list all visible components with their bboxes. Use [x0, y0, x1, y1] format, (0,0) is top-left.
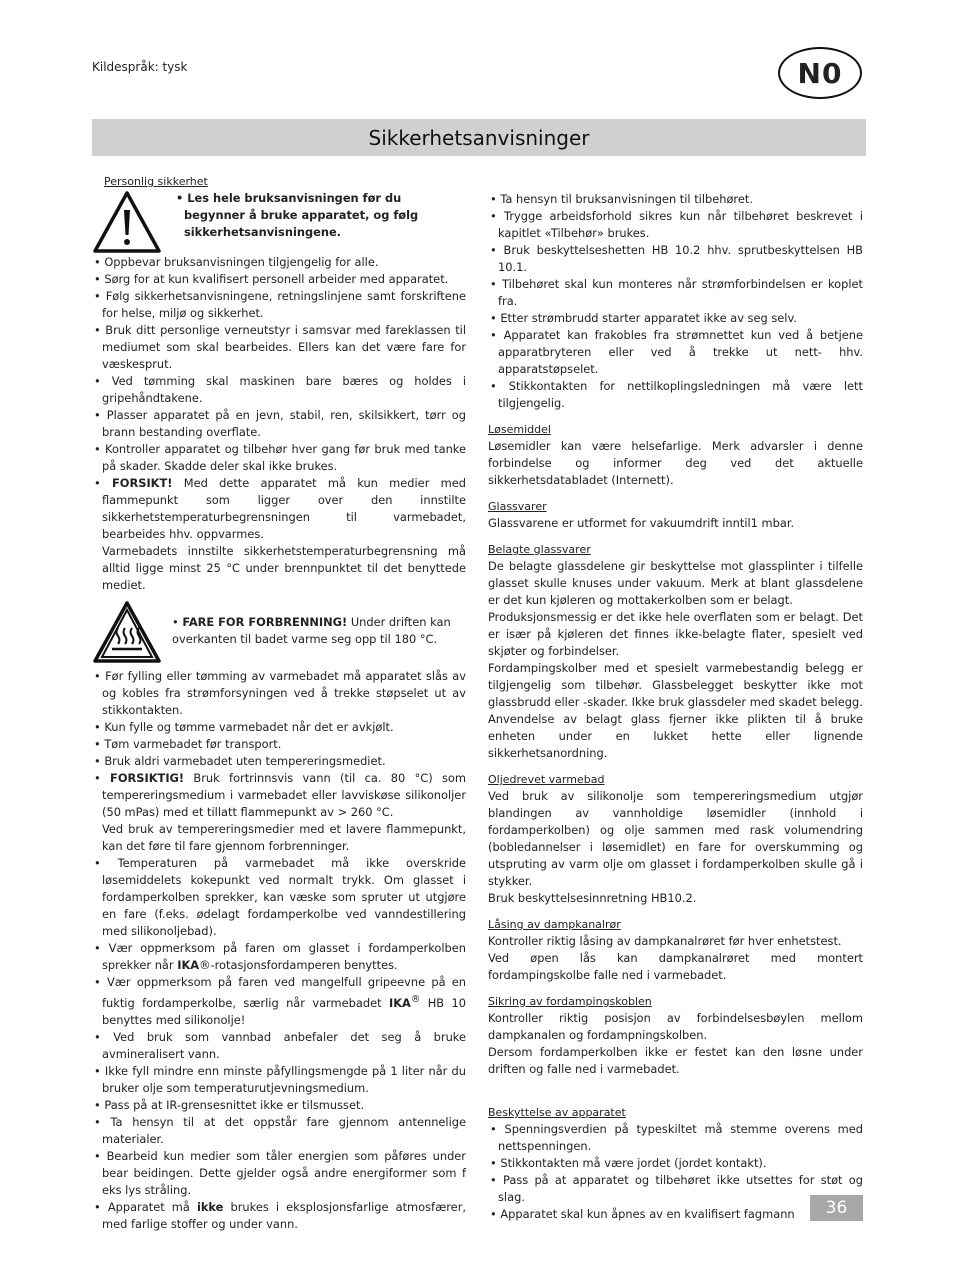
list-item: • Ikke fyll mindre enn minste påfyllingsmengde på 1 liter når du bruker olje som temperaturutjevningsmedium.	[92, 1063, 466, 1097]
list-item: • Vær oppmerksom på faren ved mangelfull gripeevne på en fuktig fordamperkolbe, særlig når varmebadet IKA® HB 10 benyttes med silikonolje!	[92, 974, 466, 1029]
list-item: • Pass på at apparatet og tilbehøret ikke utsettes for støt og slag.	[488, 1172, 863, 1206]
forsiktig-continuation: Ved bruk av tempereringsmedier med et lavere flammepunkt, kan det føre til fare gjennom forbrenninger.	[102, 822, 466, 853]
list-item: • Kontroller apparatet og tilbehør hver gang før bruk med tanke på skader. Skadde deler skal ikke brukes.	[92, 441, 466, 475]
safety-list-1	[92, 254, 466, 543]
flask-securing-heading: Sikring av fordampingskoblen	[488, 995, 652, 1008]
list-item: • Tilbehøret skal kun monteres når strømforbindelsen er koplet fra.	[488, 276, 863, 310]
list-item: • Sørg for at kun kvalifisert personell arbeider med apparatet.	[92, 271, 466, 288]
paragraph: De belagte glassdelene gir beskyttelse mot glassplinter i tilfelle glasset skulle knuses under vakuum. Merk at blant glassdelene er det kun kjøleren og mottakerkolben som er belagt.	[488, 559, 863, 607]
forsikt-continuation: Varmebadets innstilte sikkerhetstemperaturbegrensning må alltid ligge minst 25 °C under brennpunktet til det benyttede mediet.	[102, 544, 466, 592]
solvent-text: Løsemidler kan være helsefarlige. Merk advarsler i denne forbindelse og informer deg ved det aktuelle sikkerhetsdatabladet (Internett).	[488, 439, 863, 487]
page-number: 36	[810, 1195, 863, 1221]
paragraph: Fordampingskolber med et spesielt varmebestandig belegg er tilgjengelig som tilbehør. Glassbelegget beskytter ikke mot glassbrudd eller -skader. Ikke bruk glassdeler med skadet belegg.	[488, 661, 863, 709]
list-item: • Plasser apparatet på en jevn, stabil, ren, skilsikkert, tørr og brann bestanding overflate.	[92, 407, 466, 441]
paragraph: Bruk beskyttelsesinnretning HB10.2.	[488, 891, 697, 905]
list-item: • Apparatet må ikke brukes i eksplosjonsfarlige atmosfærer, med farlige stoffer og under vann.	[92, 1199, 466, 1233]
list-item: • Ved bruk som vannbad anbefaler det seg å bruke avmineralisert vann.	[92, 1029, 466, 1063]
glass-text: Glassvarene er utformet for vakuumdrift inntil1 mbar.	[488, 516, 795, 530]
oil-bath-section	[488, 771, 863, 907]
list-item: • Bearbeid kun medier som tåler energien som påføres under bear beidingen. Dette gjelder også andre energiformer som f eks lys stråling.	[92, 1148, 466, 1199]
list-item: • Stikkontakten for nettilkoplingsledningen må være lett tilgjengelig.	[488, 378, 863, 412]
list-item: • Kun fylle og tømme varmebadet når det er avkjølt.	[92, 719, 466, 736]
paragraph: Kontroller riktig posisjon av forbindelsesbøylen mellom dampkanalen og fordampningskolben.	[488, 1011, 863, 1042]
paragraph: Dersom fordamperkolben ikke er festet kan den løsne under driften og falle ned i varmebadet.	[488, 1045, 863, 1076]
list-item: • Spenningsverdien på typeskiltet må stemme overens med nettspenningen.	[488, 1121, 863, 1155]
accessory-list	[488, 191, 863, 412]
safety-list-2	[92, 668, 466, 821]
vapor-tube-lock-section	[488, 916, 863, 984]
left-column	[92, 173, 466, 1233]
list-item: • FORSIKTIG! Bruk fortrinnsvis vann (til ca. 80 °C) som tempereringsmedium i varmebadet eller lavviskøse silikonoljer (50 mPas) med et tillatt flammepunkt av > 260 °C.	[92, 770, 466, 821]
list-item: • Trygge arbeidsforhold sikres kun når tilbehøret beskrevet i kapitlet «Tilbehør» brukes.	[488, 208, 863, 242]
list-item: • Tøm varmebadet før transport.	[92, 736, 466, 753]
hot-surface-icon	[92, 600, 162, 664]
language-badge: N0	[778, 47, 862, 99]
list-item: • Apparatet skal kun åpnes av en kvalifisert fagmann	[488, 1206, 863, 1223]
coated-glass-section	[488, 541, 863, 762]
page-title: Sikkerhetsanvisninger	[92, 119, 866, 156]
list-item: • Før fylling eller tømming av varmebadet må apparatet slås av og kobles fra strømforsyningen ved å trekke støpselet ut av stikkontakten.	[92, 668, 466, 719]
list-item: • FORSIKT! Med dette apparatet må kun medier med flammepunkt som ligger over den innstilte sikkerhetstemperaturbegrensningen til varmebadet, bearbeides hhv. oppvarmes.	[92, 475, 466, 543]
list-item: • Oppbevar bruksanvisningen tilgjengelig for alle.	[92, 254, 466, 271]
list-item: • Ta hensyn til bruksanvisningen til tilbehøret.	[488, 191, 863, 208]
device-protection-list	[488, 1121, 863, 1223]
oil-bath-heading: Oljedrevet varmebad	[488, 773, 605, 786]
vapor-tube-lock-heading: Låsing av dampkanalrør	[488, 918, 621, 931]
safety-list-3	[92, 855, 466, 1233]
paragraph: Produksjonsmessig er det ikke hele overflaten som er belagt. Det er især på kjøleren det finnes ikke-belagte flater, spesielt ved skjøter og forbindelser.	[488, 610, 863, 658]
list-item: • Bruk beskyttelseshetten HB 10.2 hhv. sprutbeskyttelsen HB 10.1.	[488, 242, 863, 276]
paragraph: Ved øpen lås kan dampkanalrøret med montert fordampingskolbe falle ned i varmebadet.	[488, 951, 863, 982]
device-protection-heading: Beskyttelse av apparatet	[488, 1106, 626, 1119]
list-item: • Ta hensyn til at det oppstår fare gjennom antennelige materialer.	[92, 1114, 466, 1148]
list-item: • Apparatet kan frakobles fra strømnettet kun ved å betjene apparatbryteren eller ved å trekke ut nett- hhv. apparatstøpselet.	[488, 327, 863, 378]
warning-block	[92, 190, 466, 254]
solvent-section	[488, 421, 863, 489]
personal-safety-heading: Personlig sikkerhet	[104, 175, 208, 188]
warning-triangle-icon	[92, 190, 162, 254]
burn-warning-block	[92, 600, 466, 664]
glass-section	[488, 498, 863, 532]
flask-securing-section	[488, 993, 863, 1078]
list-item: • Ved tømming skal maskinen bare bæres og holdes i gripehåndtakene.	[92, 373, 466, 407]
list-item: • Bruk aldri varmebadet uten tempereringsmediet.	[92, 753, 466, 770]
list-item: • Stikkontakten må være jordet (jordet kontakt).	[488, 1155, 863, 1172]
glass-heading: Glassvarer	[488, 500, 547, 513]
burn-warning-text: • FARE FOR FORBRENNING! Under driften kan overkanten til badet varme seg opp til 180 °C.	[172, 615, 451, 646]
list-item: • Følg sikkerhetsanvisningene, retningslinjene samt forskriftene for helse, miljø og sikkerhet.	[92, 288, 466, 322]
list-item: • Bruk ditt personlige verneutstyr i samsvar med fareklassen til mediumet som skal bearbeides. Ellers kan det være fare for væskesprut.	[92, 322, 466, 373]
warning-text: • Les hele bruksanvisningen før du begynner å bruke apparatet, og følg sikkerhetsanvisningene.	[176, 191, 419, 239]
coated-glass-heading: Belagte glassvarer	[488, 543, 591, 556]
solvent-heading: Løsemiddel	[488, 423, 551, 436]
source-language: Kildespråk: tysk	[92, 60, 188, 74]
paragraph: Anvendelse av belagt glass fjerner ikke plikten til å bruke enheten under en lukket hette eller lignende sikkerhetsanordning.	[488, 712, 863, 760]
paragraph: Ved bruk av silikonolje som tempereringsmedium utgjør blandingen av vannholdige løsemidler (innhold i fordamperkolben) og olje sammen med rask volumendring (bobledannelser i løsemidlet) en fare for overskumming og utspruting av varm olje om glasset i fordamperkolben skulle gå i stykker.	[488, 789, 863, 888]
right-column	[488, 191, 863, 1223]
list-item: • Temperaturen på varmebadet må ikke overskride løsemiddelets kokepunkt ved normalt trykk. Om glasset i fordamperkolben sprekker, kan væske som spruter ut utgjøre en fare (f.eks. ødelagt fordamperkolbe ved vanndestillering med silikonoljebad).	[92, 855, 466, 940]
list-item: • Pass på at IR-grensesnittet ikke er tilsmusset.	[92, 1097, 466, 1114]
list-item: • Vær oppmerksom på faren om glasset i fordamperkolben sprekker når IKA®-rotasjonsfordamperen benyttes.	[92, 940, 466, 974]
list-item: • Etter strømbrudd starter apparatet ikke av seg selv.	[488, 310, 863, 327]
paragraph: Kontroller riktig låsing av dampkanalrøret før hver enhetstest.	[488, 934, 842, 948]
device-protection-section	[488, 1104, 863, 1223]
